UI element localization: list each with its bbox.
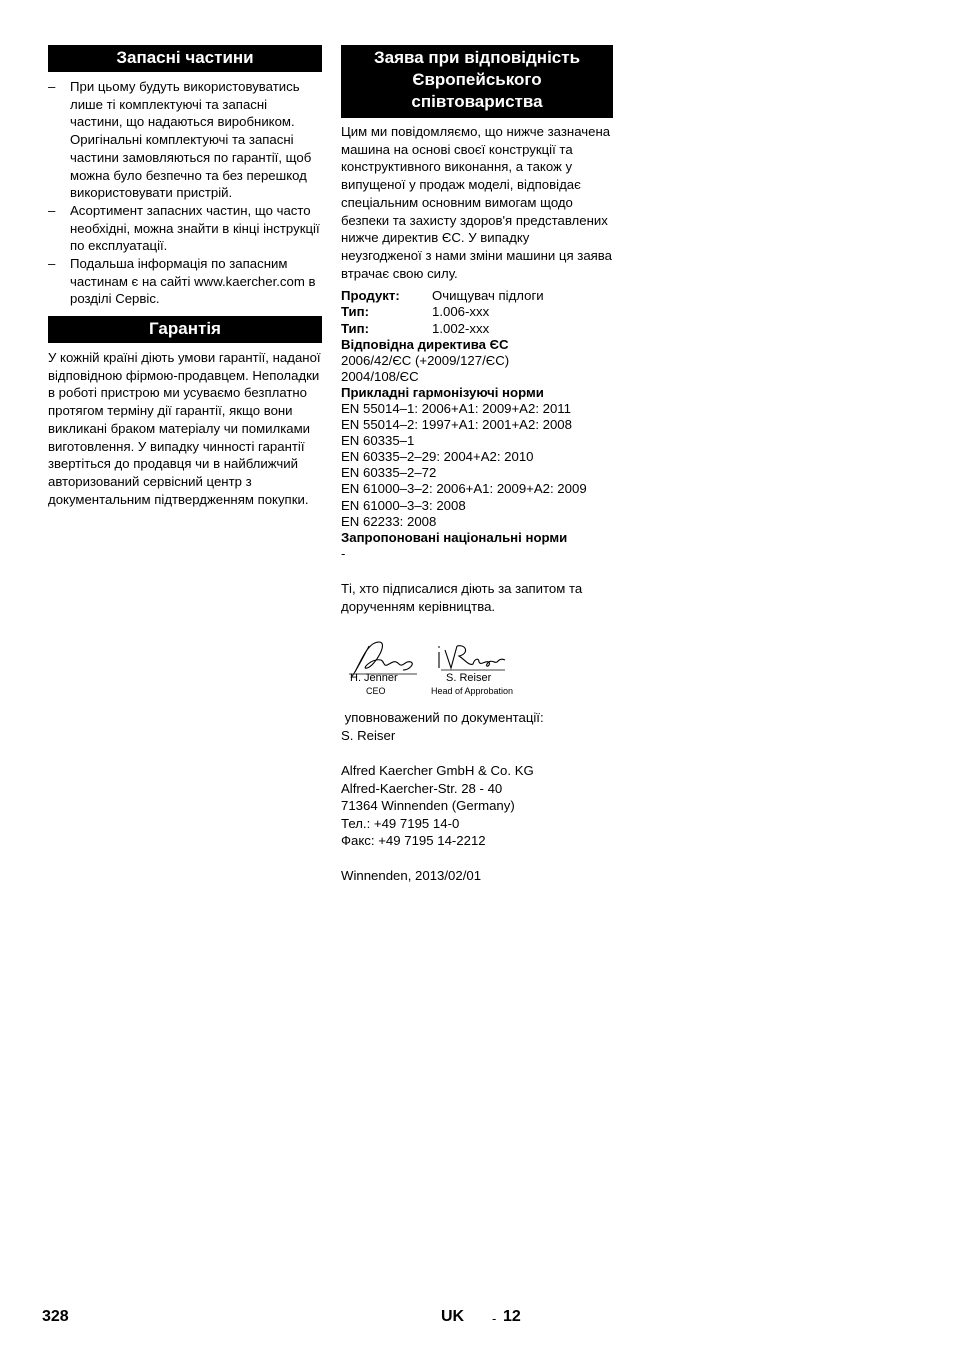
sub-page-number: 12 <box>503 1308 521 1325</box>
address-line: Факс: +49 7195 14-2212 <box>341 833 486 848</box>
authorized-name: S. Reiser <box>341 727 396 743</box>
spare-parts-section <box>48 78 322 308</box>
spare-parts-list <box>48 78 322 308</box>
product-label: Продукт: <box>341 288 400 304</box>
product-value: Очищувач підлоги <box>432 288 544 304</box>
signer-title: Head of Approbation <box>431 686 514 696</box>
standard-item: EN 60335–2–72 <box>341 465 437 481</box>
standard-item: EN 61000–3–2: 2006+A1: 2009+A2: 2009 <box>341 481 587 497</box>
ec-declaration-section <box>341 123 613 615</box>
standard-item: EN 60335–2–29: 2004+A2: 2010 <box>341 449 534 465</box>
address-line: Тел.: +49 7195 14-0 <box>341 815 460 831</box>
warranty-text: У кожній країні діють умови гарантії, наданої відповідною фірмою-продавцем. Неполадки в роботі пристрою ми усуваємо безплатно протягом терміну дії гарантії, якщо вони викликані браком матеріалу чи помилками виготовлення. У випадку чинності гарантії звертіться до продавця чи в найближчий авторизований сервісний центр з документальним підтвердженням покупки. <box>48 350 321 507</box>
address-line: Alfred-Kaercher-Str. 28 - 40 <box>341 780 503 796</box>
address-line: Alfred Kaercher GmbH & Co. KG <box>341 763 534 778</box>
list-item: – Подальша інформація по запасним частинам є на сайті www.kaercher.com в розділі Сервіс. <box>48 255 322 308</box>
company-address <box>341 762 613 850</box>
signed-text: Ті, хто підписалися діють за запитом та дорученням керівництва. <box>341 580 583 614</box>
footer-dash: - <box>492 1311 497 1326</box>
warranty-section <box>48 349 322 508</box>
standard-item: EN 62233: 2008 <box>341 513 437 529</box>
spec-block <box>341 288 613 562</box>
authorized-label: уповноважений по документації: <box>341 710 544 725</box>
type-value: 1.002-xxx <box>432 320 490 336</box>
page-number: 328 <box>42 1308 69 1325</box>
type-label: Тип: <box>341 304 370 320</box>
directive-item: 2006/42/ЄС (+2009/127/ЄС) <box>341 352 510 368</box>
list-item: – Асортимент запасних частин, що часто необхідні, можна знайти в кінці інструкції по експлуатації. <box>48 202 322 255</box>
standards-heading: Прикладні гармонізуючі норми <box>341 384 544 400</box>
address-line: 71364 Winnenden (Germany) <box>341 798 515 813</box>
language-code: UK <box>441 1308 465 1325</box>
standard-item: EN 60335–1 <box>341 433 415 449</box>
spare-parts-heading: Запасні частини <box>48 45 322 72</box>
spec-row-type <box>341 304 613 320</box>
type-value: 1.006-xxx <box>432 304 490 320</box>
directive-item: 2004/108/ЄС <box>341 368 419 384</box>
directive-heading: Відповідна директива ЄС <box>341 336 509 352</box>
national-value: - <box>341 545 346 561</box>
ec-declaration-heading: Заява при відповідність Європейського співтовариства <box>341 45 613 118</box>
type-label: Тип: <box>341 320 370 336</box>
standard-item: EN 61000–3–3: 2008 <box>341 497 466 513</box>
signer-name: H. Jenner <box>350 672 398 684</box>
national-heading: Запропоновані національні норми <box>341 529 568 545</box>
signer-title: CEO <box>366 686 386 696</box>
signer-name: S. Reiser <box>446 672 492 684</box>
place-date: Winnenden, 2013/02/01 <box>341 867 482 883</box>
spec-row-product <box>341 288 613 304</box>
spec-row-type <box>341 321 613 337</box>
warranty-heading: Гарантія <box>48 316 322 343</box>
standard-item: EN 55014–1: 2006+A1: 2009+A2: 2011 <box>341 400 572 416</box>
standard-item: EN 55014–2: 1997+A1: 2001+A2: 2008 <box>341 417 572 433</box>
declaration-intro: Цим ми повідомляємо, що нижче зазначена машина на основі своєї конструкції та конструктивного виконання, а також у випущеної у продаж моделі, відповідає спеціальним основним вимогам щодо безпеки та захисту здоров'я представлених нижче директив ЄС. У випадку неузгодженої з нами зміни машини ця заява втрачає свою силу. <box>341 124 612 281</box>
authorized-section <box>341 709 613 884</box>
list-item: – При цьому будуть використовуватись лише ті комплектуючі та запасні частини, що надаються виробником. Оригінальні комплектуючі та запасні частини замовляються по гарантії, щоб можна було безпечно та без перешкод використовувати пристрій. <box>48 78 322 202</box>
signature-block <box>341 636 541 702</box>
